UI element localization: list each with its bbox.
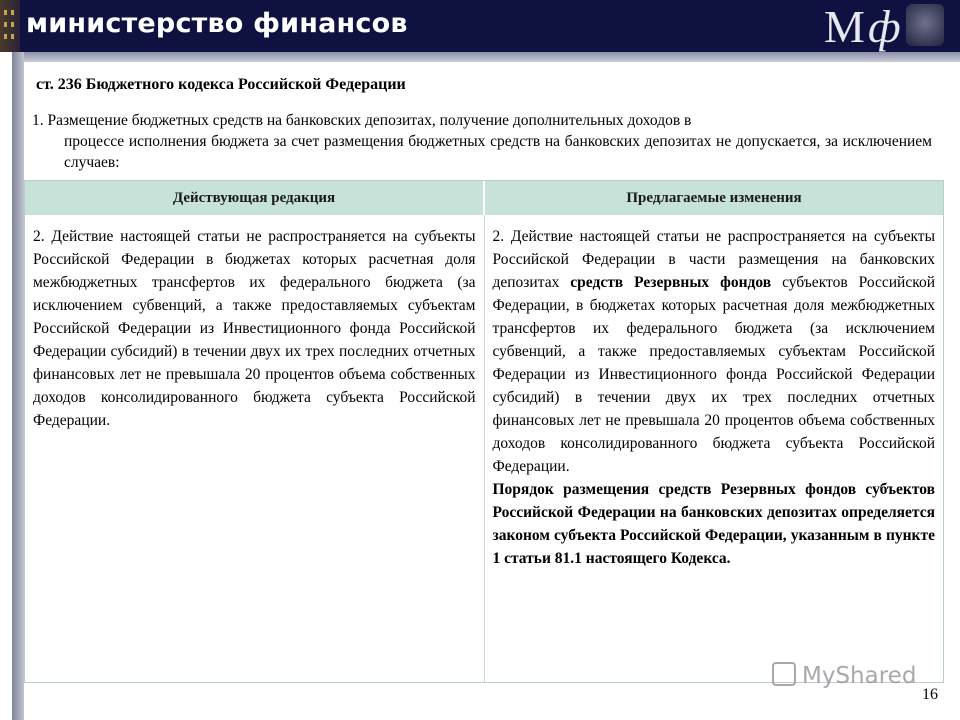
header-banner	[0, 0, 960, 52]
page-number: 16	[922, 686, 938, 703]
table-body-row	[25, 215, 943, 682]
comparison-table	[24, 180, 944, 683]
proposed-bold-term: средств Резервных фондов	[570, 274, 772, 291]
proposed-text-b: субъектов Российской Федерации, в бюджетах которых расчетная доля межбюджетных трансфертов их федерального бюджета (за исключением субвенций, а также предоставляемых субъектам Российской Федерации из Инвестиционного фонда Российской Федерации субсидий) в течении двух их трех последних отчетных финансовых лет не превышала 20 процентов объема собственных доходов консолидированного бюджета субъекта Российской Федерации.	[492, 274, 936, 475]
building-graphic	[0, 0, 20, 52]
top-frame-bar	[12, 52, 960, 62]
ministry-logo	[824, 1, 944, 52]
watermark-text: MyShared	[802, 663, 917, 689]
current-edition-text: 2. Действие настоящей статьи не распространяется на субъекты Российской Федерации в бюджетах которых расчетная доля межбюджетных трансфертов их федерального бюджета (за исключением субвенций, а также предоставляемых субъектам Российской Федерации из Инвестиционного фонда Российской Федерации субсидий) в течении двух их трех последних отчетных финансовых лет не превышала 20 процентов объема собственных доходов консолидированного бюджета субъекта Российской Федерации.	[33, 228, 476, 429]
logo-letter-f: ф	[868, 1, 901, 52]
header-proposed-changes: Предлагаемые изменения	[483, 181, 943, 215]
intro-paragraph	[32, 110, 932, 173]
header-current-edition: Действующая редакция	[25, 181, 483, 215]
ministry-title: министерство финансов	[26, 8, 408, 39]
intro-continuation: процессе исполнения бюджета за счет размещения бюджетных средств на банковских депозитах не допускается, за исключением случаев:	[64, 133, 932, 171]
watermark-icon	[772, 662, 796, 686]
proposed-paragraph-2: Порядок размещения средств Резервных фондов субъектов Российской Федерации на банковских депозитах определяется законом субъекта Российской Федерации, указанным в пункте 1 статьи 81.1 настоящего Кодекса.	[492, 481, 935, 567]
logo-letter-m: М	[824, 1, 865, 52]
watermark	[772, 662, 916, 689]
cell-current-edition	[25, 215, 484, 682]
cell-proposed-changes	[484, 215, 944, 682]
intro-first-line: 1. Размещение бюджетных средств на банковских депозитах, получение дополнительных доходов в	[32, 112, 692, 129]
proposed-paragraph-1	[493, 225, 936, 478]
eagle-emblem-icon	[906, 4, 944, 46]
proposed-text-a: 2. Действие настоящей статьи не распространяется на субъекты Российской Федерации в части размещения на банковских депозитах	[492, 228, 935, 291]
left-frame-bar	[12, 52, 24, 720]
table-header-row	[25, 181, 943, 215]
slide-heading: ст. 236 Бюджетного кодекса Российской Федерации	[36, 76, 406, 93]
